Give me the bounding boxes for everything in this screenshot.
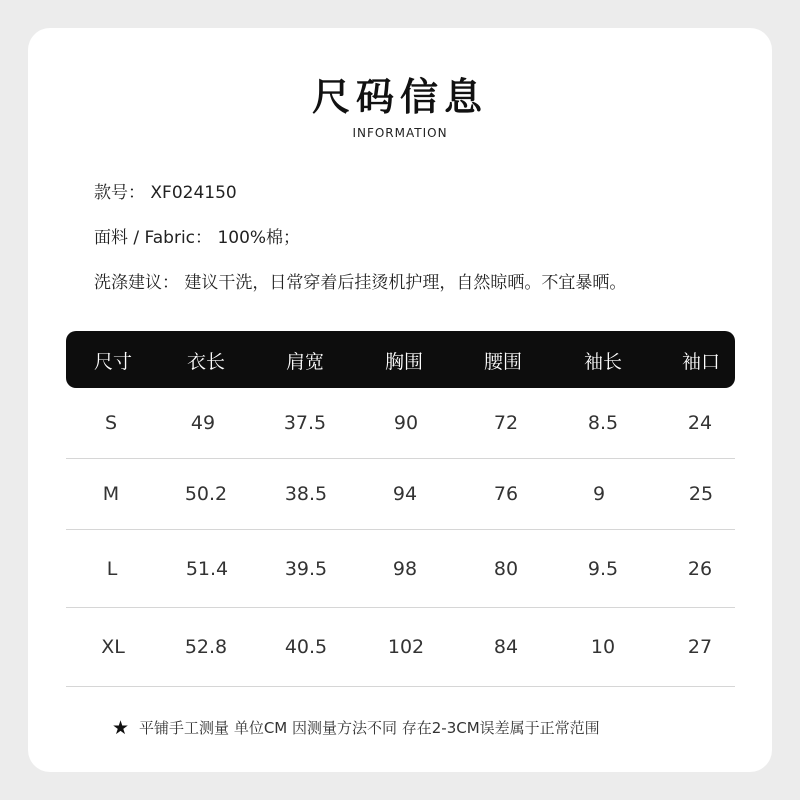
wash-advice-value: 建议干洗，日常穿着后挂烫机护理，自然晾晒。不宜暴晒。 bbox=[184, 273, 627, 293]
star-icon: ★ bbox=[112, 717, 130, 739]
table-row bbox=[66, 608, 735, 687]
table-cell-length: 52.8 bbox=[184, 636, 228, 658]
table-cell-length: 50.2 bbox=[184, 483, 228, 505]
fabric-label: 面料 / Fabric： bbox=[94, 228, 213, 248]
table-cell-sleeve-length: 10 bbox=[590, 636, 616, 658]
table-cell-cuff: 25 bbox=[688, 483, 714, 505]
table-cell-length: 51.4 bbox=[185, 557, 229, 580]
wash-advice-line bbox=[94, 268, 626, 293]
size-table-header bbox=[66, 331, 735, 388]
table-cell-chest: 94 bbox=[392, 483, 418, 505]
table-cell-waist: 76 bbox=[493, 483, 519, 505]
table-row bbox=[66, 530, 735, 608]
table-cell-cuff: 27 bbox=[687, 636, 713, 658]
fabric-line bbox=[94, 223, 300, 248]
measurement-note-text: 平铺手工测量 单位CM 因测量方法不同 存在2-3CM误差属于正常范围 bbox=[139, 719, 600, 737]
column-header-sleeve-length: 袖长 bbox=[583, 351, 623, 373]
table-cell-sleeve-length: 9 bbox=[592, 483, 606, 505]
table-cell-sleeve-length: 9.5 bbox=[587, 557, 619, 580]
style-number-line bbox=[94, 178, 237, 203]
table-cell-chest: 98 bbox=[392, 557, 418, 580]
page-subtitle: INFORMATION bbox=[352, 126, 448, 140]
table-cell-size: XL bbox=[101, 636, 125, 658]
table-row bbox=[66, 388, 735, 459]
table-cell-cuff: 26 bbox=[687, 557, 713, 580]
table-row bbox=[66, 459, 735, 530]
style-number-label: 款号： bbox=[94, 183, 145, 203]
table-cell-chest: 90 bbox=[393, 412, 419, 434]
wash-advice-label: 洗涤建议： bbox=[94, 273, 179, 293]
table-cell-chest: 102 bbox=[387, 636, 425, 658]
fabric-value: 100%棉； bbox=[217, 228, 301, 248]
measurement-note bbox=[112, 717, 600, 739]
table-cell-shoulder: 39.5 bbox=[284, 557, 328, 580]
column-header-length: 衣长 bbox=[186, 351, 226, 373]
table-cell-shoulder: 37.5 bbox=[283, 412, 327, 434]
page-title: 尺码信息 bbox=[311, 74, 488, 119]
column-header-chest: 胸围 bbox=[384, 351, 424, 373]
table-cell-sleeve-length: 8.5 bbox=[587, 412, 619, 434]
column-header-waist: 腰围 bbox=[483, 351, 523, 373]
table-cell-shoulder: 38.5 bbox=[284, 483, 328, 505]
table-cell-cuff: 24 bbox=[687, 412, 713, 434]
table-cell-size: L bbox=[106, 557, 118, 580]
table-cell-length: 49 bbox=[190, 412, 216, 434]
table-cell-size: M bbox=[102, 483, 120, 505]
table-cell-waist: 80 bbox=[493, 557, 519, 580]
column-header-shoulder: 肩宽 bbox=[285, 351, 325, 373]
table-cell-waist: 72 bbox=[493, 412, 519, 434]
table-cell-waist: 84 bbox=[493, 636, 519, 658]
table-cell-size: S bbox=[104, 412, 118, 434]
column-header-cuff: 袖口 bbox=[681, 351, 721, 373]
style-number-value: XF024150 bbox=[150, 183, 237, 203]
column-header-size: 尺寸 bbox=[93, 351, 133, 373]
table-cell-shoulder: 40.5 bbox=[284, 636, 328, 658]
